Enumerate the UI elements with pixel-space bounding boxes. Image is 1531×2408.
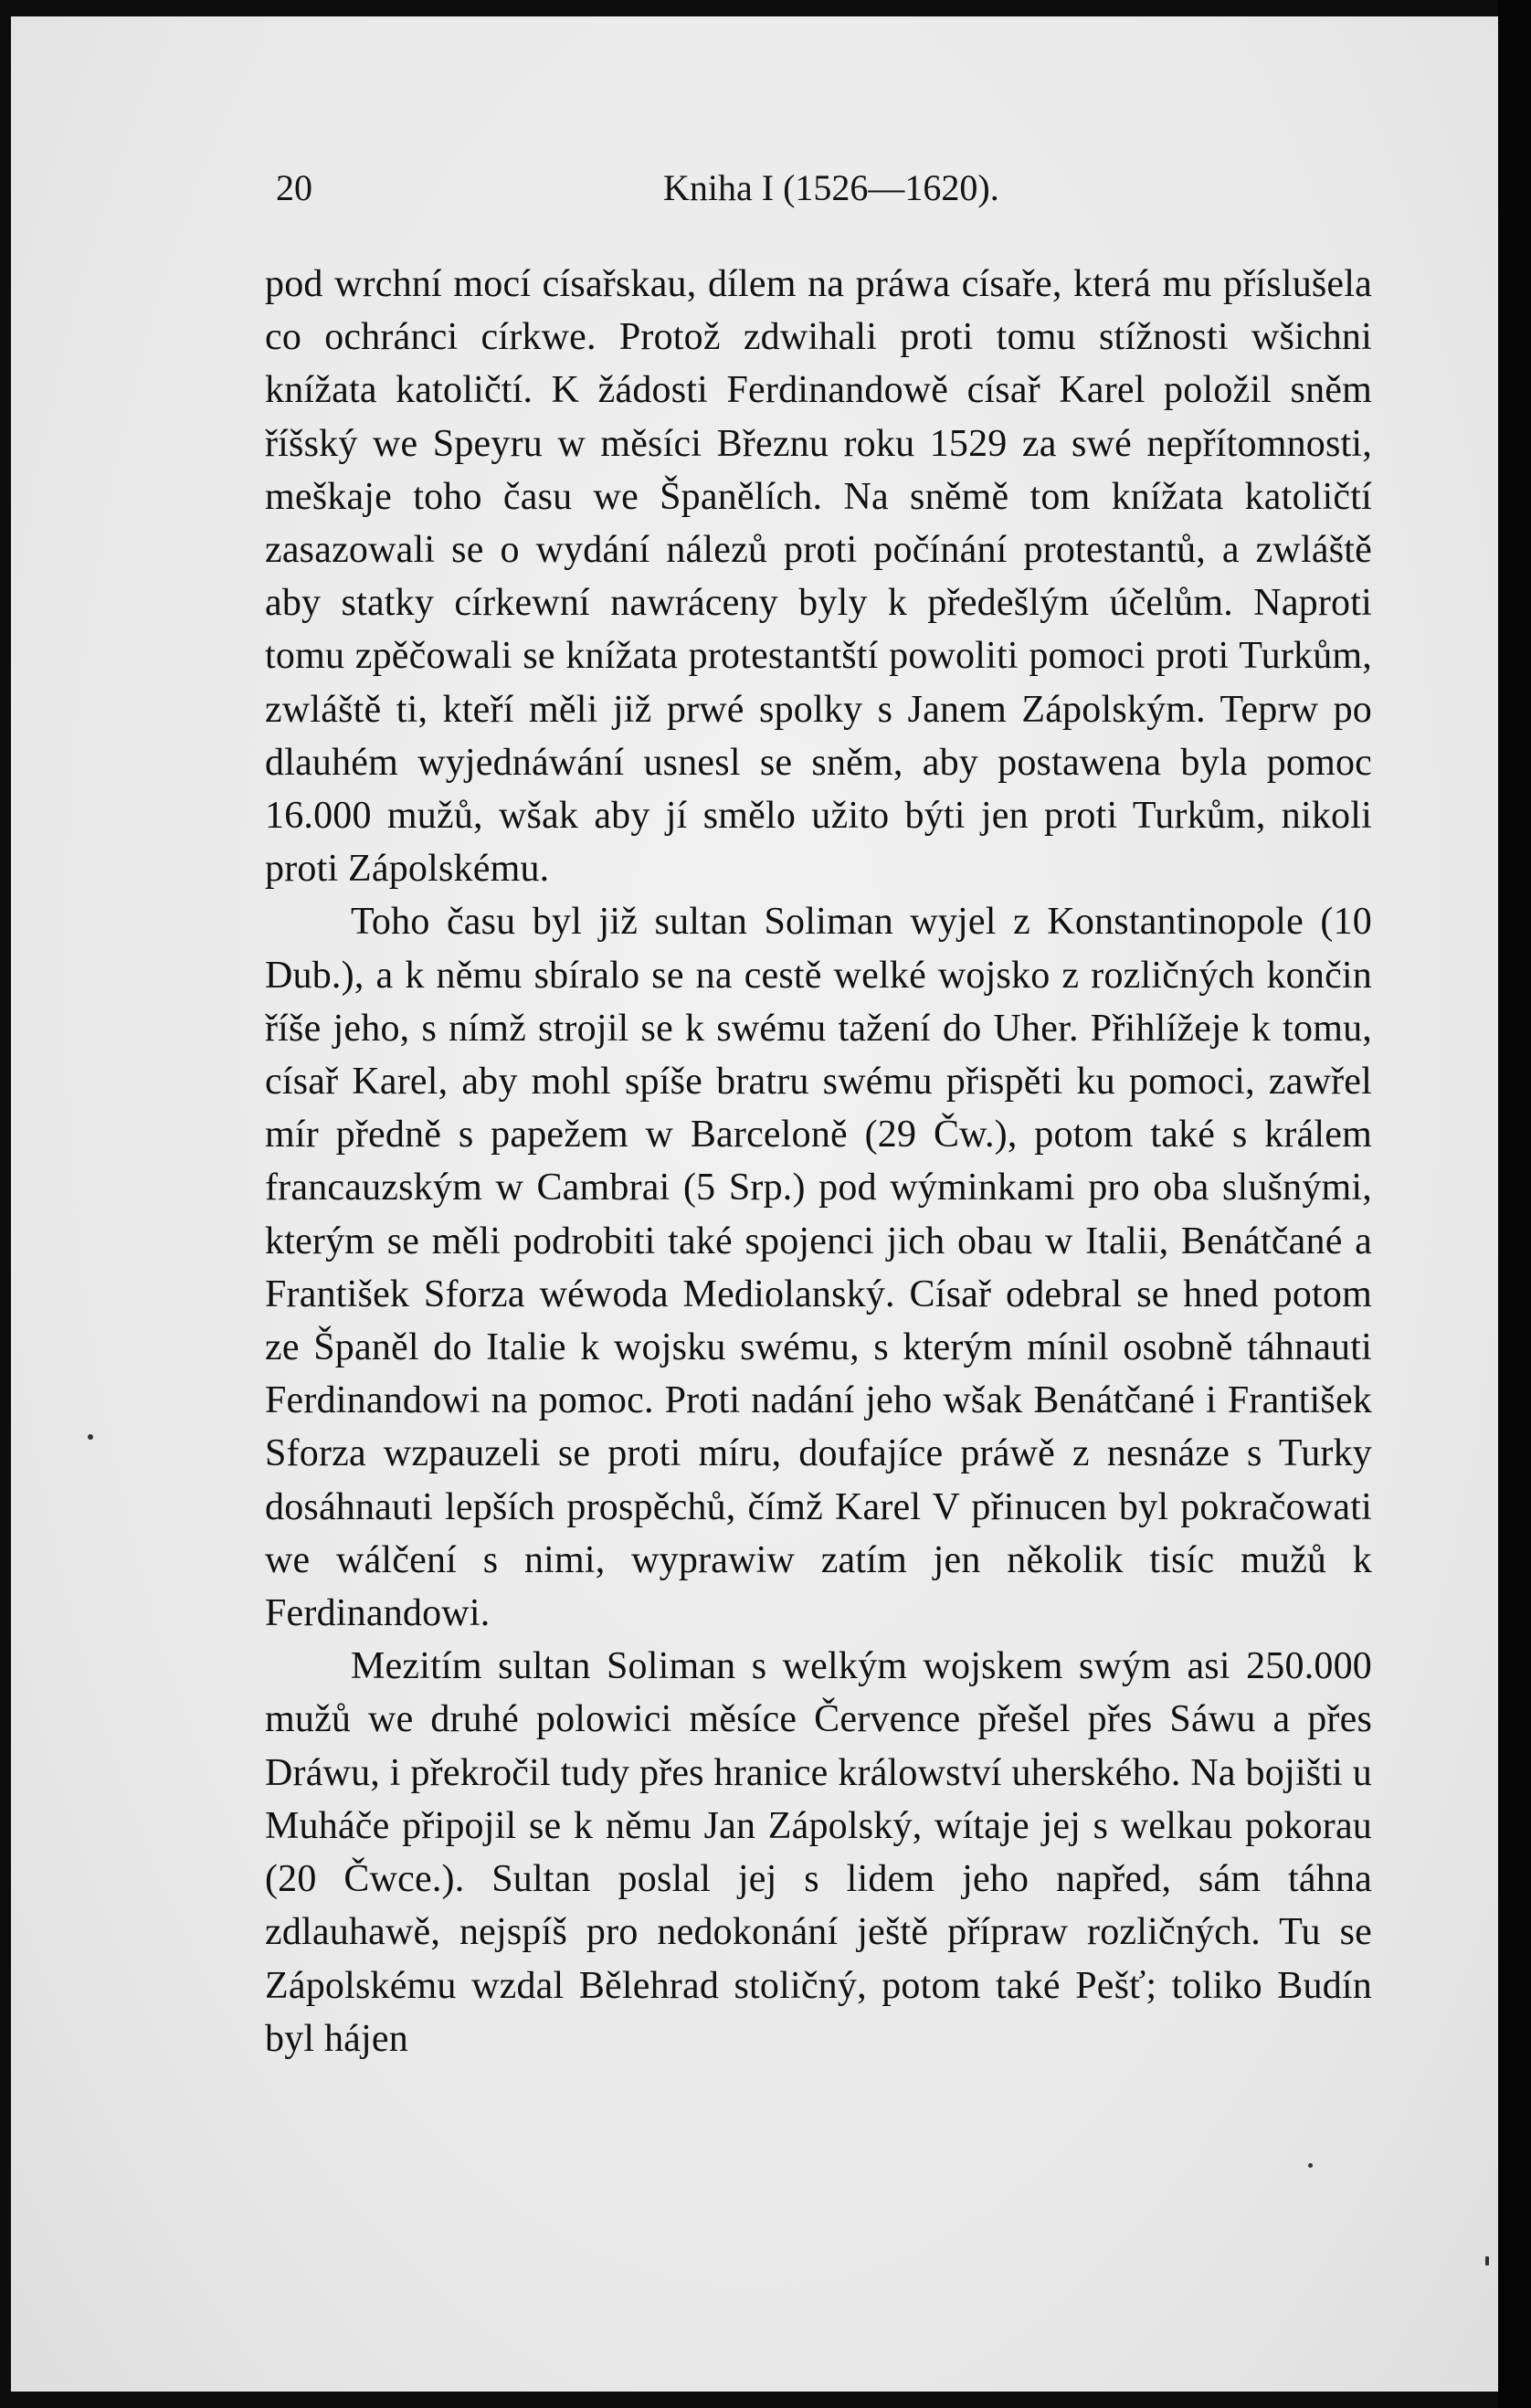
page-number: 20 [276,167,312,208]
print-speck [1308,2163,1313,2168]
paragraph-continuation: pod wrchní mocí císařskau, dílem na práwa císaře, která mu příslušela co ochránci církwe. Protož zdwihali proti tomu stížnosti wšichni knížata katoličtí. K žádosti Ferdinandowě císař Karel položil sněm říšský we Speyru w měsíci Březnu roku 1529 za swé nepřítomnosti, meškaje toho času we Španělích. Na sněmě tom knížata katoličtí zasazowali se o wydání nálezů proti počínání protestantů, a zwláště aby statky církewní nawráceny byly k předešlým účelům. Naproti tomu zpěčowali se knížata protestantští powoliti pomoci proti Turkům, zwláště ti, kteří měli již prwé spolky s Janem Zápolským. Teprw po dlauhém wyjednáwání usnesl se sněm, aby postawena byla pomoc 16.000 mužů, wšak aby jí smělo užito býti jen proti Turkům, nikoli proti Zápolskému. [265,263,1372,891]
running-header [0,166,1531,212]
page-edge-shadow [1498,0,1531,2408]
print-speck [88,1434,93,1440]
paragraph: Toho času byl již sultan Soliman wyjel z Konstantinopole (10 Dub.), a k němu sbíralo se na cestě welké wojsko z rozličných končin říše jeho, s nímž strojil se k swému tažení do Uher. Přihlížeje k tomu, císař Karel, aby mohl spíše bratru swému přispěti ku pomoci, zawřel mír předně s papežem w Barceloně (29 Čw.), potom také s králem francauzským w Cambrai (5 Srp.) pod wýminkami pro oba slušnými, kterým se měli podrobiti také spojenci jich obau w Italii, Benátčané a František Sforza wéwoda Mediolanský. Císař odebral se hned potom ze Španěl do Italie k wojsku swému, s kterým mínil osobně táhnauti Ferdinandowi na pomoc. Proti nadání jeho wšak Benátčané i František Sforza wzpauzeli se proti míru, doufajíce práwě z nesnáze s Turky dosáhnauti lepších prospěchů, čímž Karel V přinucen byl pokračowati we wálčení s nimi, wyprawiw zatím jen několik tisíc mužů k Ferdinandowi. [265,901,1372,1635]
body-text [265,258,1372,2065]
print-speck [1485,2256,1489,2265]
running-title: Kniha I (1526—1620). [663,167,999,208]
paragraph: Mezitím sultan Soliman s welkým wojskem swým asi 250.000 mužů we druhé polowici měsíce Července přešel přes Sáwu a přes Dráwu, i překročil tudy přes hranice králowství uherského. Na bojišti u Muháče připojil se k němu Jan Zápolský, wítaje jej s welkau pokorau (20 Čwce.). Sultan poslal jej s lidem jeho napřed, sám táhna zdlauhawě, nejspíš pro nedokonání ještě přípraw rozličných. Tu se Zápolskému wzdal Bělehrad stoličný, potom také Pešť; toliko Budín byl hájen [265,1645,1372,2060]
